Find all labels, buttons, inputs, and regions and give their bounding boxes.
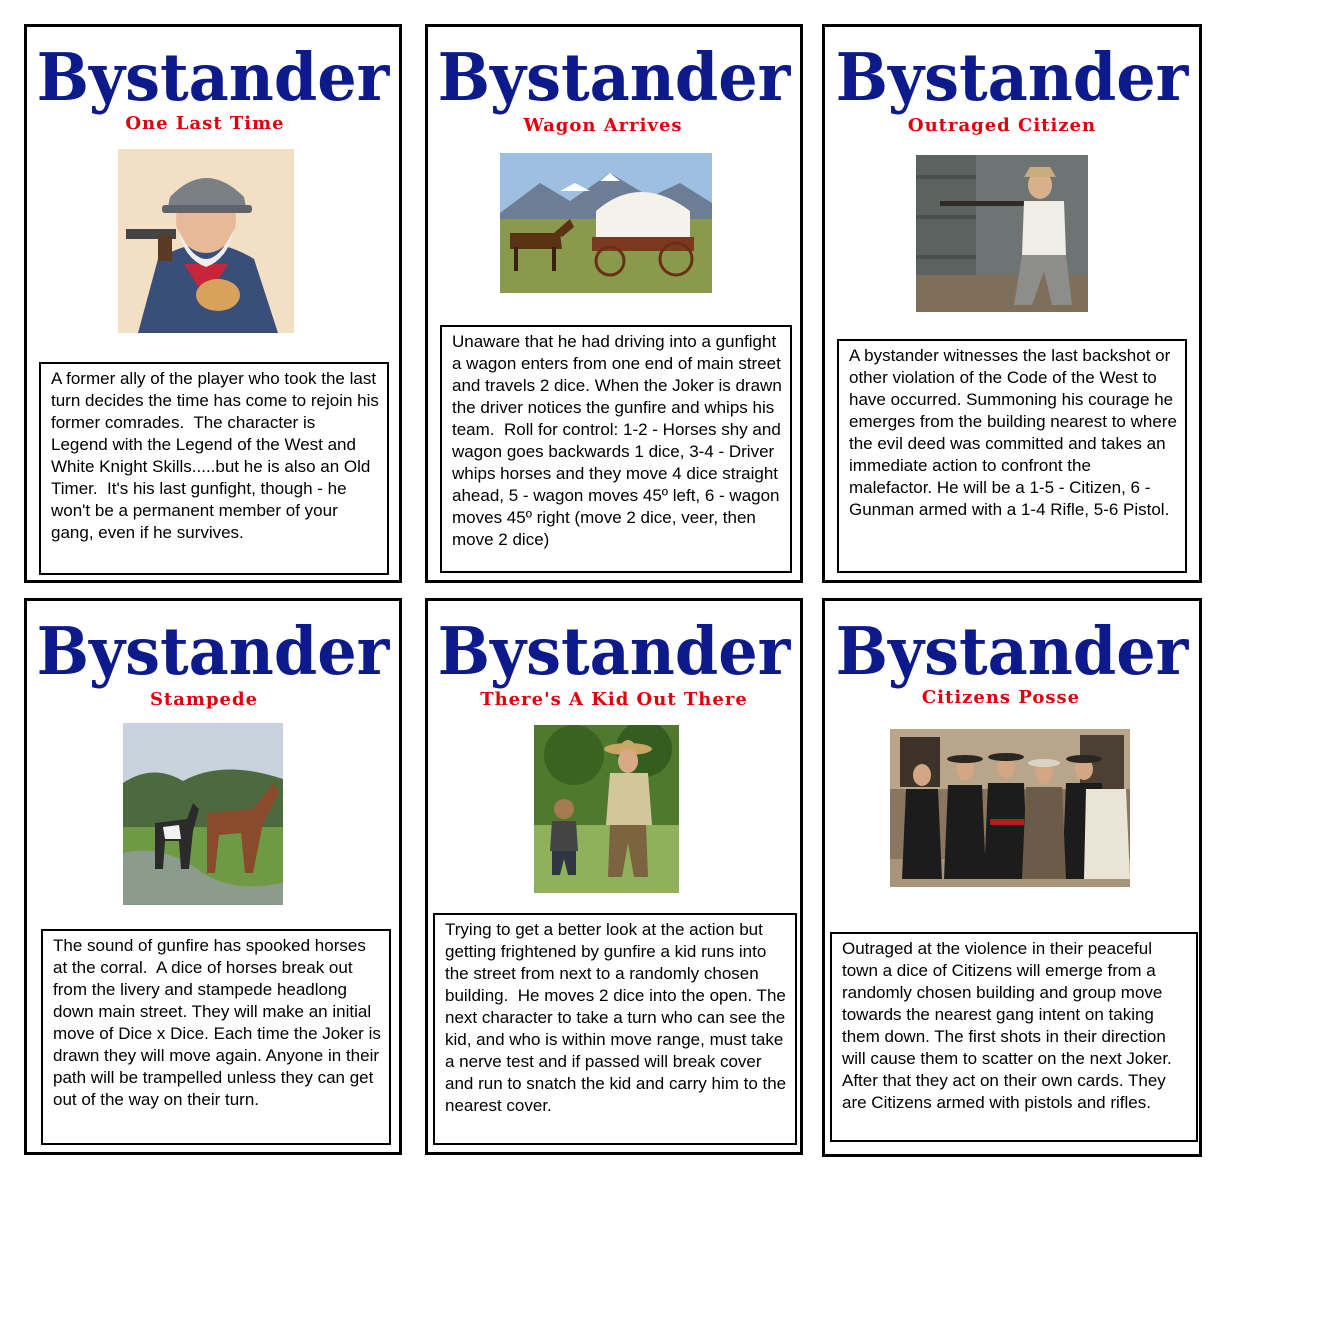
covered-wagon-photo — [500, 153, 712, 293]
card-description: Outraged at the violence in their peaceful town a dice of Citizens will emerge from a randomly chosen building and group move towards the nearest gang intent on taking them down. The first shots in their direction will cause them to scatter on the next Joker. After that they act on their own cards. They are Citizens armed with pistols and rifles. — [830, 932, 1198, 1142]
card-subtitle: There's A Kid Out There — [480, 689, 748, 710]
card-kid-out-there — [425, 598, 803, 1155]
card-stampede — [24, 598, 402, 1155]
card-title: Bystander — [437, 613, 791, 690]
card-description: A former ally of the player who took the last turn decides the time has come to rejoin his former comrades. The character is Legend with the Legend of the West and White Knight Skills.....but he is also an Old Timer. It's his last gunfight, though - he won't be a permanent member of your gang, even if he survives. — [39, 362, 389, 575]
card-outraged-citizen — [822, 24, 1202, 583]
card-subtitle: Wagon Arrives — [523, 115, 683, 136]
card-description: Trying to get a better look at the action but getting frightened by gunfire a kid runs into the street from next to a randomly chosen building. He moves 2 dice into the open. The next character to take a turn who can see the kid, and who is within move range, must take a nerve test and if passed will break cover and run to snatch the kid and carry him to the nearest cover. — [433, 913, 797, 1145]
card-citizens-posse — [822, 598, 1202, 1157]
horses-photo — [123, 723, 283, 905]
old-gunman-photo — [118, 149, 294, 333]
kid-cowboy-photo — [534, 725, 679, 893]
card-subtitle: One Last Time — [125, 113, 285, 134]
card-title: Bystander — [835, 613, 1189, 690]
card-title: Bystander — [36, 613, 390, 690]
card-subtitle: Stampede — [149, 689, 259, 710]
card-title: Bystander — [36, 39, 390, 116]
card-subtitle: Outraged Citizen — [907, 115, 1097, 136]
citizen-rifle-photo — [916, 155, 1088, 312]
card-description: Unaware that he had driving into a gunfight a wagon enters from one end of main street and travels 2 dice. When the Joker is drawn the driver notices the gunfire and whips his team. Roll for control: 1-2 - Horses shy and wagon goes backwards 1 dice, 3-4 - Driver whips horses and they move 4 dice straight ahead, 5 - wagon moves 45º left, 6 - wagon moves 45º right (move 2 dice, veer, then move 2 dice) — [440, 325, 792, 573]
card-description: A bystander witnesses the last backshot or other violation of the Code of the West to have occurred. Summoning his courage he emerges from the building nearest to where the evil deed was committed and takes an immediate action to confront the malefactor. He will be a 1-5 - Citizen, 6 - Gunman armed with a 1-4 Rifle, 5-6 Pistol. — [837, 339, 1187, 573]
posse-photo — [890, 729, 1130, 887]
card-one-last-time — [24, 24, 402, 583]
card-title: Bystander — [835, 39, 1189, 116]
card-title: Bystander — [437, 39, 791, 116]
card-description: The sound of gunfire has spooked horses at the corral. A dice of horses break out from the livery and stampede headlong down main street. They will make an initial move of Dice x Dice. Each time the Joker is drawn they will move again. Anyone in their path will be trampelled unless they can get out of the way on their turn. — [41, 929, 391, 1145]
card-subtitle: Citizens Posse — [921, 687, 1081, 708]
card-wagon-arrives — [425, 24, 803, 583]
